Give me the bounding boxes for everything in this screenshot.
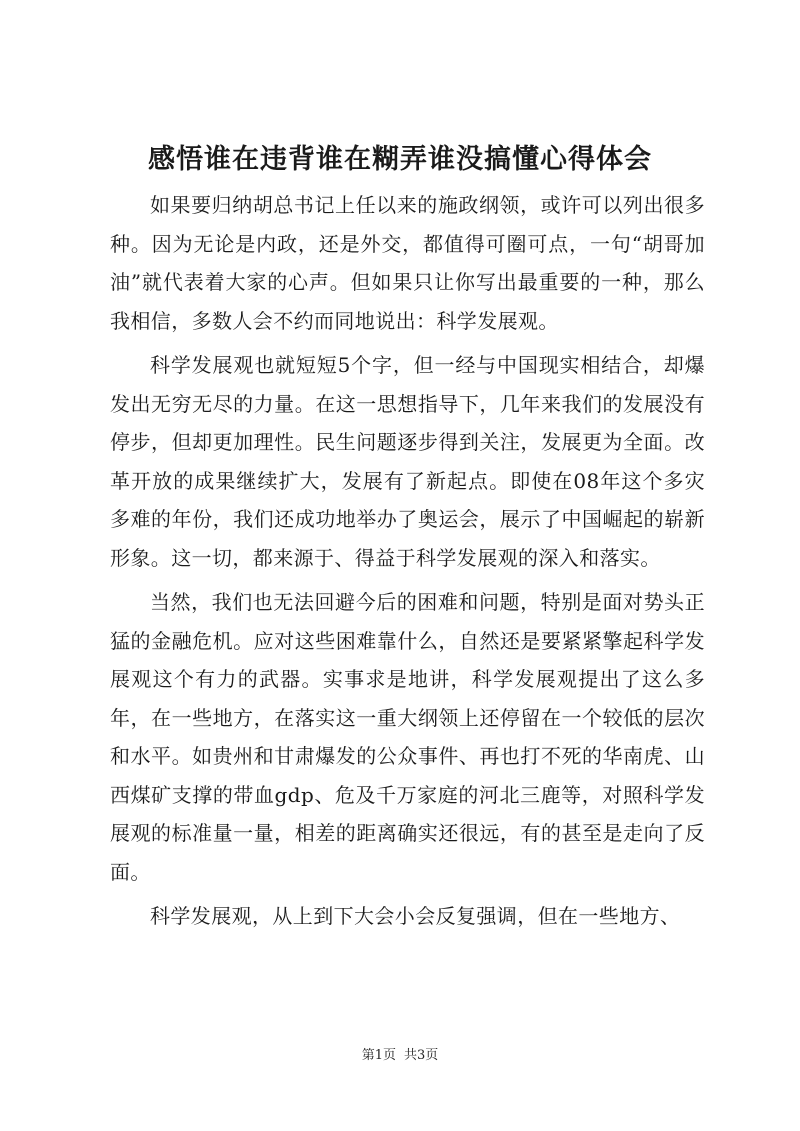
document-title: 感悟谁在违背谁在糊弄谁没搞懂心得体会 [148,144,652,175]
paragraph: 科学发展观，从上到下大会小会反复强调，但在一些地方、 [150,904,681,928]
paragraph: 当然，我们也无法回避今后的困难和问题，特别是面对势头正猛的金融危机。应对这些困难靠什么，自然还是要紧紧擎起科学发展观这个有力的武器。实事求是地讲，科学发展观提出了这么多年，在一些地方，在落实这一重大纲领上还停留在一个较低的层次和水平。如贵州和甘肃爆发的公众事件、再也打不死的华南虎、山西煤矿支撑的带血gdp、危及千万家庭的河北三鹿等，对照科学发展观的标准量一量，相差的距离确实还很远，有的甚至是走向了反面。 [110,590,705,884]
paragraph: 科学发展观也就短短5个字，但一经与中国现实相结合，却爆发出无穷无尽的力量。在这一思想指导下，几年来我们的发展没有停步，但却更加理性。民生问题逐步得到关注，发展更为全面。改革开放的成果继续扩大，发展有了新起点。即使在08年这个多灾多难的年份，我们还成功地举办了奥运会，展示了中国崛起的崭新形象。这一切，都来源于、得益于科学发展观的深入和落实。 [110,353,705,570]
page-number: 第1页 [361,1048,396,1063]
paragraph: 如果要归纳胡总书记上任以来的施政纲领，或许可以列出很多种。因为无论是内政，还是外交，都值得可圈可点，一句“胡哥加油”就代表着大家的心声。但如果只让你写出最重要的一种，那么我相信，多数人会不约而同地说出：科学发展观。 [110,193,705,333]
document-body [110,186,705,936]
page-total: 共3页 [404,1048,439,1063]
page-footer [0,1047,800,1065]
